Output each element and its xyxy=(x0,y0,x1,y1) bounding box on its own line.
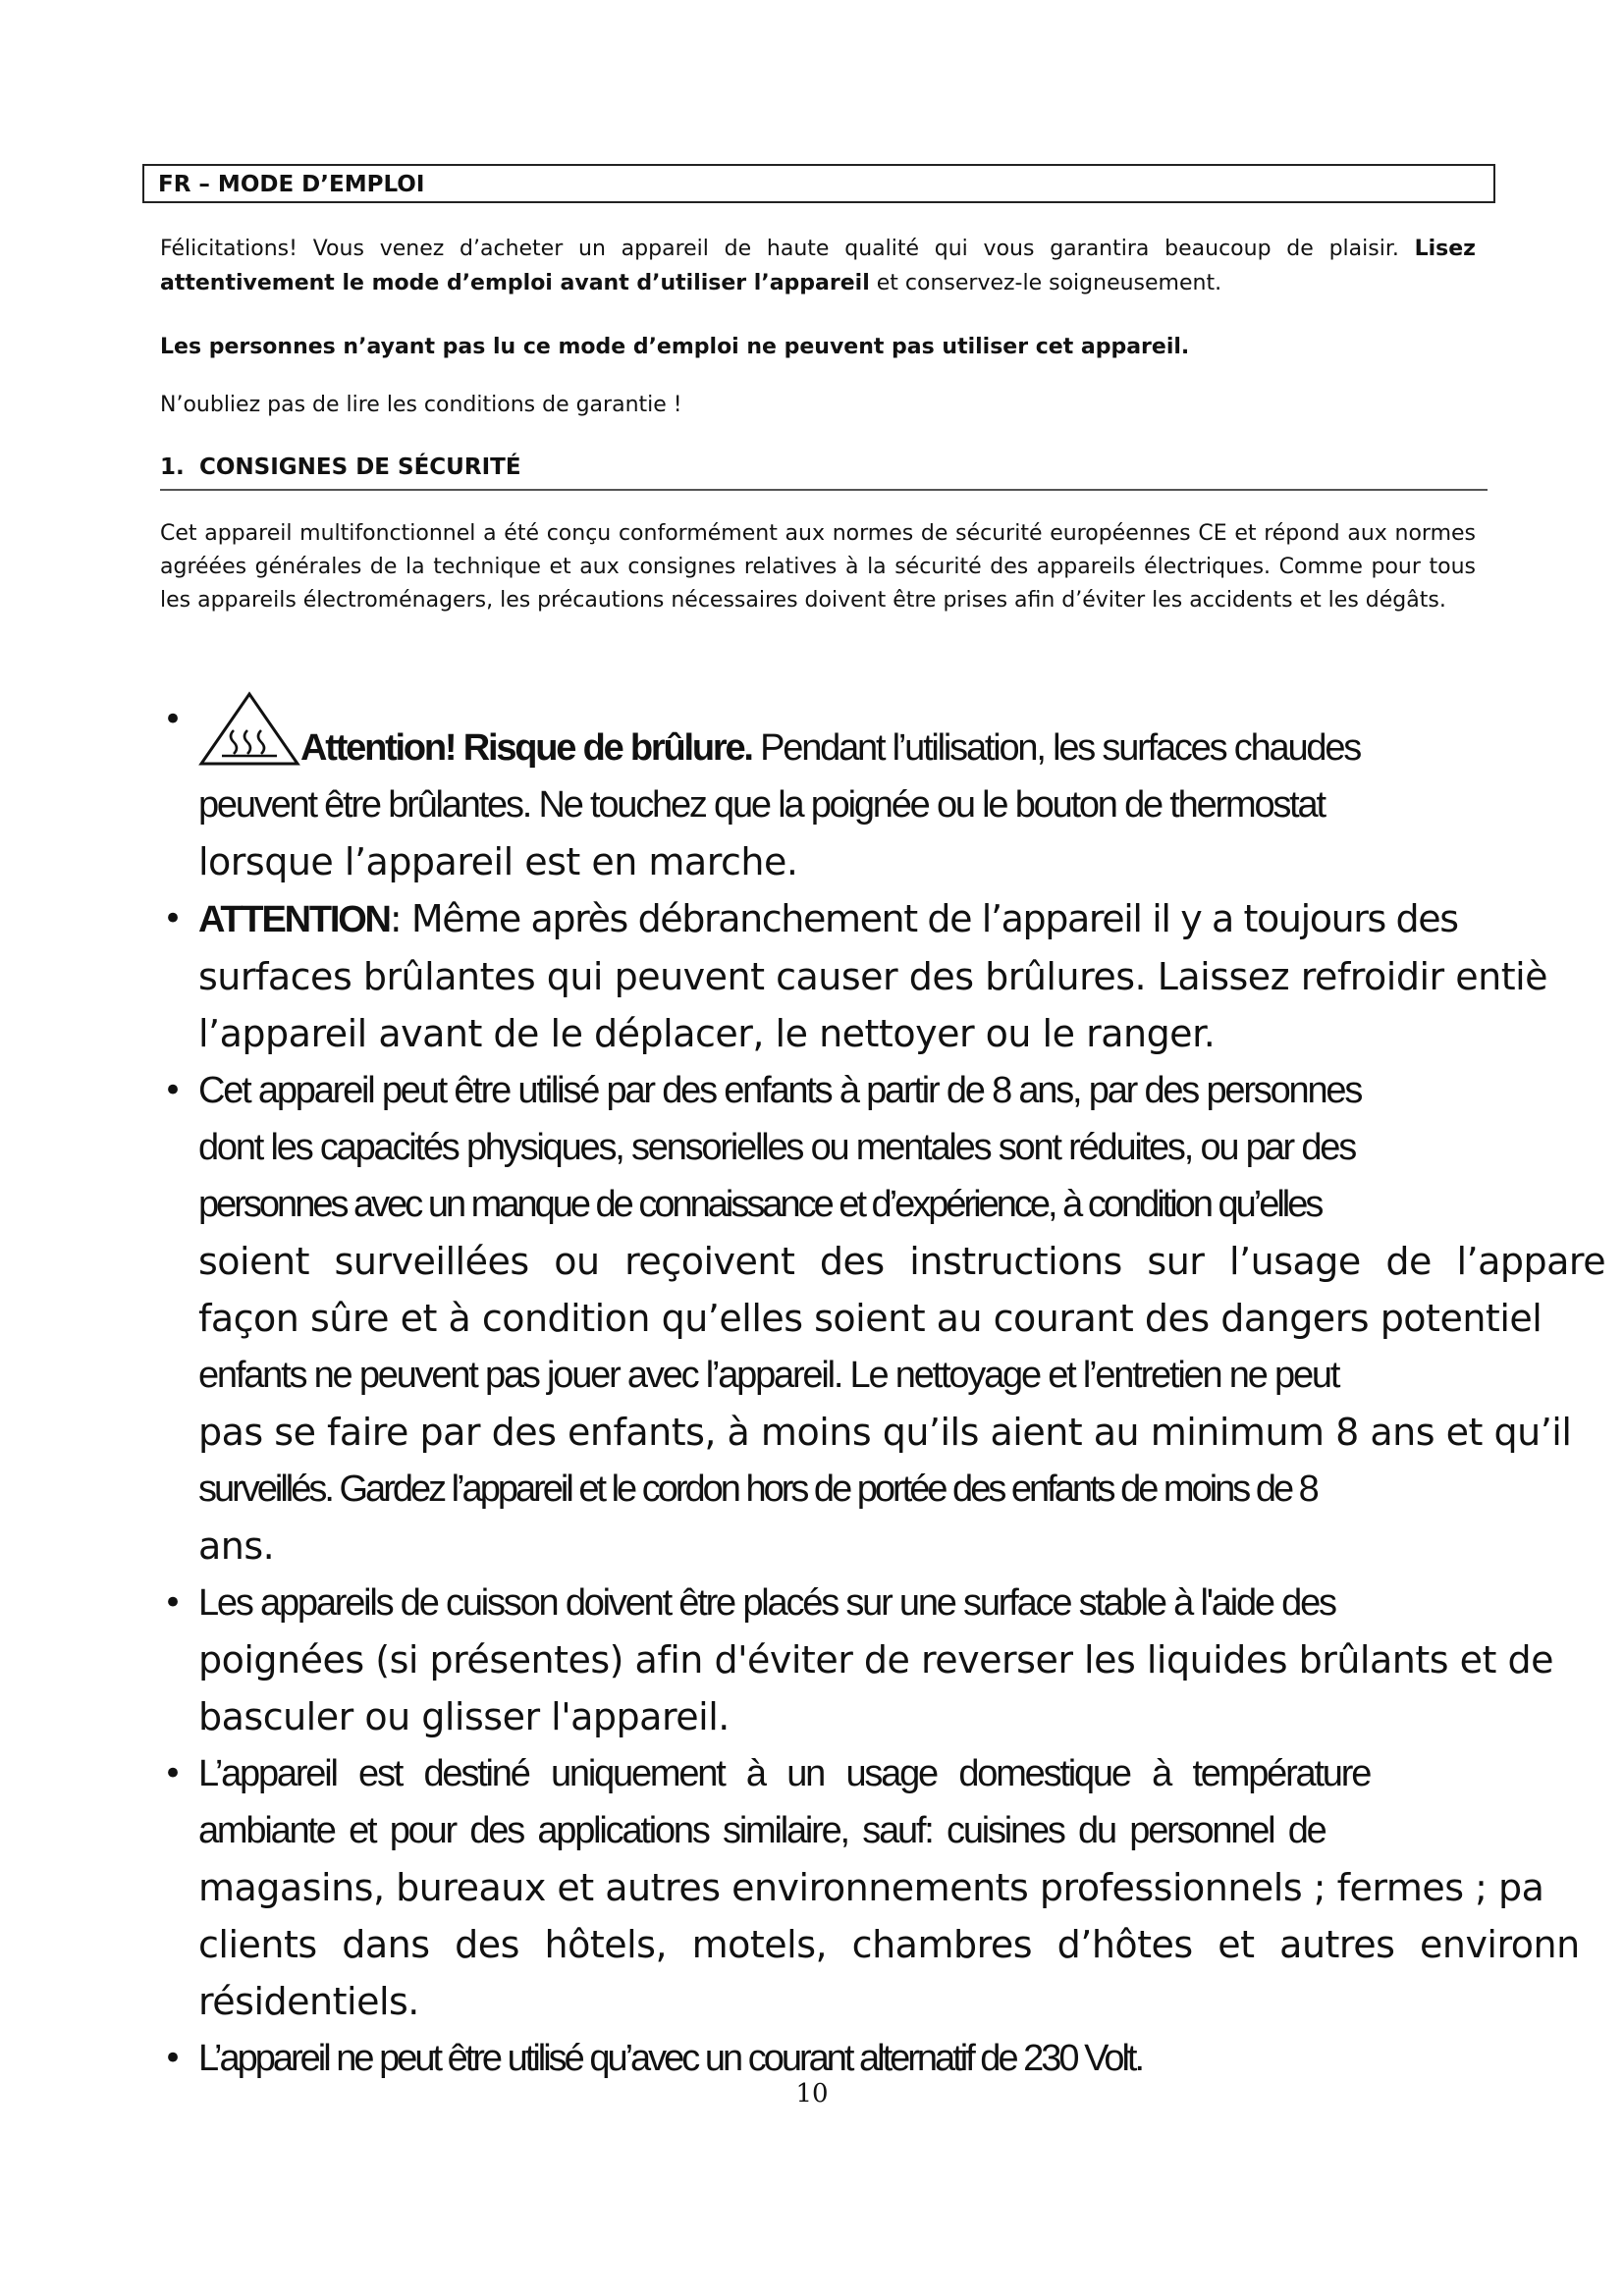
bullet-text: pas se faire par des enfants, à moins qu’ils aient au minimum 8 ans et qu’il xyxy=(198,1411,1572,1454)
bullet-children-use xyxy=(157,1062,1624,1575)
bullet-text: ans. xyxy=(198,1524,275,1568)
bullet-text: façon sûre et à condition qu’elles soient au courant des dangers potentiel xyxy=(198,1297,1543,1340)
bullet-text: Cet appareil peut être utilisé par des enfants à partir de 8 ans, par des personnes xyxy=(198,1070,1362,1111)
section-title: CONSIGNES DE SÉCURITÉ xyxy=(199,454,521,480)
bullet-text: L’appareil est destiné uniquement à un usage domestique à température xyxy=(198,1753,1371,1794)
burn-warning-bold: Attention! Risque de brûlure. xyxy=(300,727,752,769)
header-title: FR – MODE D’EMPLOI xyxy=(158,172,425,197)
bullet-text: résidentiels. xyxy=(198,1980,419,2023)
safety-intro-paragraph: Cet appareil multifonctionnel a été conçu conformément aux normes de sécurité européennes CE et répond aux normes agréées générales de la technique et aux consignes relatives à la sécurité des appareils électriques. Comme pour tous les appareils électroménagers, les précautions nécessaires doivent être prises afin d’éviter les accidents et les dégâts. xyxy=(160,521,1476,613)
safety-bullet-list xyxy=(157,691,1624,2087)
bullet-cooking-surface xyxy=(157,1575,1624,1745)
bullet-text: surfaces brûlantes qui peuvent causer des brûlures. Laissez refroidir entiè xyxy=(198,955,1548,998)
bullet-attention-hot xyxy=(157,890,1624,1062)
bullet-text: dont les capacités physiques, sensorielles ou mentales sont réduites, ou par des xyxy=(198,1127,1356,1168)
bullet-text: poignées (si présentes) afin d'éviter de reverser les liquides brûlants et de xyxy=(198,1638,1553,1682)
bullet-text: personnes avec un manque de connaissance et d’expérience, à condition qu’elles xyxy=(198,1184,1322,1225)
bullet-text: magasins, bureaux et autres environnements professionnels ; fermes ; pa xyxy=(198,1866,1544,1909)
bullet-text: Les appareils de cuisson doivent être placés sur une surface stable à l'aide des xyxy=(198,1582,1335,1624)
bullet-dot: • xyxy=(163,700,183,739)
bullet-dot: • xyxy=(163,899,183,938)
bullet-text: Pendant l’utilisation, les surfaces chaudes xyxy=(751,727,1361,769)
bullet-text: l’appareil avant de le déplacer, le nettoyer ou le ranger. xyxy=(198,1012,1216,1055)
intro-end-text: et conservez-le soigneusement. xyxy=(869,271,1222,295)
bullet-text: basculer ou glisser l'appareil. xyxy=(198,1695,730,1738)
bullet-text: enfants ne peuvent pas jouer avec l’appareil. Le nettoyage et l’entretien ne peut xyxy=(198,1355,1339,1396)
section-heading xyxy=(160,452,1488,491)
bullet-text: : Même après débranchement de l’appareil il y a toujours des xyxy=(389,897,1458,940)
bullet-text: clients dans des hôtels, motels, chambres d’hôtes et autres environn xyxy=(198,1923,1580,1966)
bullet-text: L’appareil ne peut être utilisé qu’avec un courant alternatif de 230 Volt. xyxy=(198,2038,1143,2079)
bullet-dot: • xyxy=(163,1754,183,1793)
bullet-burn-risk xyxy=(157,691,1624,890)
bullet-text: soient surveillées ou reçoivent des instructions sur l’usage de l’appare xyxy=(198,1240,1606,1283)
bullet-domestic-use xyxy=(157,1745,1624,2030)
intro-text: Félicitations! Vous venez d’acheter un appareil de haute qualité qui vous garantira beaucoup de plaisir. xyxy=(160,237,1415,261)
hot-surface-warning-icon xyxy=(198,691,300,768)
bullet-text: lorsque l’appareil est en marche. xyxy=(198,840,798,883)
intro-paragraph xyxy=(160,232,1476,300)
bullet-dot: • xyxy=(163,2039,183,2078)
section-number: 1. xyxy=(160,454,185,480)
bullet-dot: • xyxy=(163,1071,183,1110)
bullet-text: ambiante et pour des applications similaire, sauf: cuisines du personnel de xyxy=(198,1810,1326,1851)
warning-paragraph: Les personnes n’ayant pas lu ce mode d’emploi ne peuvent pas utiliser cet appareil. xyxy=(160,335,1190,359)
bullet-text: peuvent être brûlantes. Ne touchez que la poignée ou le bouton de thermostat xyxy=(198,784,1325,826)
bullet-dot: • xyxy=(163,1583,183,1623)
warranty-reminder: N’oubliez pas de lire les conditions de garantie ! xyxy=(160,393,682,417)
section-header-box xyxy=(142,164,1495,203)
page-number: 10 xyxy=(795,2079,829,2109)
intro-bold-text: Lisez attentivement le mode d’emploi avant d’utiliser l’appareil xyxy=(160,237,1476,295)
attention-bold: ATTENTION xyxy=(198,899,390,940)
bullet-text: surveillés. Gardez l’appareil et le cordon hors de portée des enfants de moins de 8 xyxy=(198,1468,1317,1510)
